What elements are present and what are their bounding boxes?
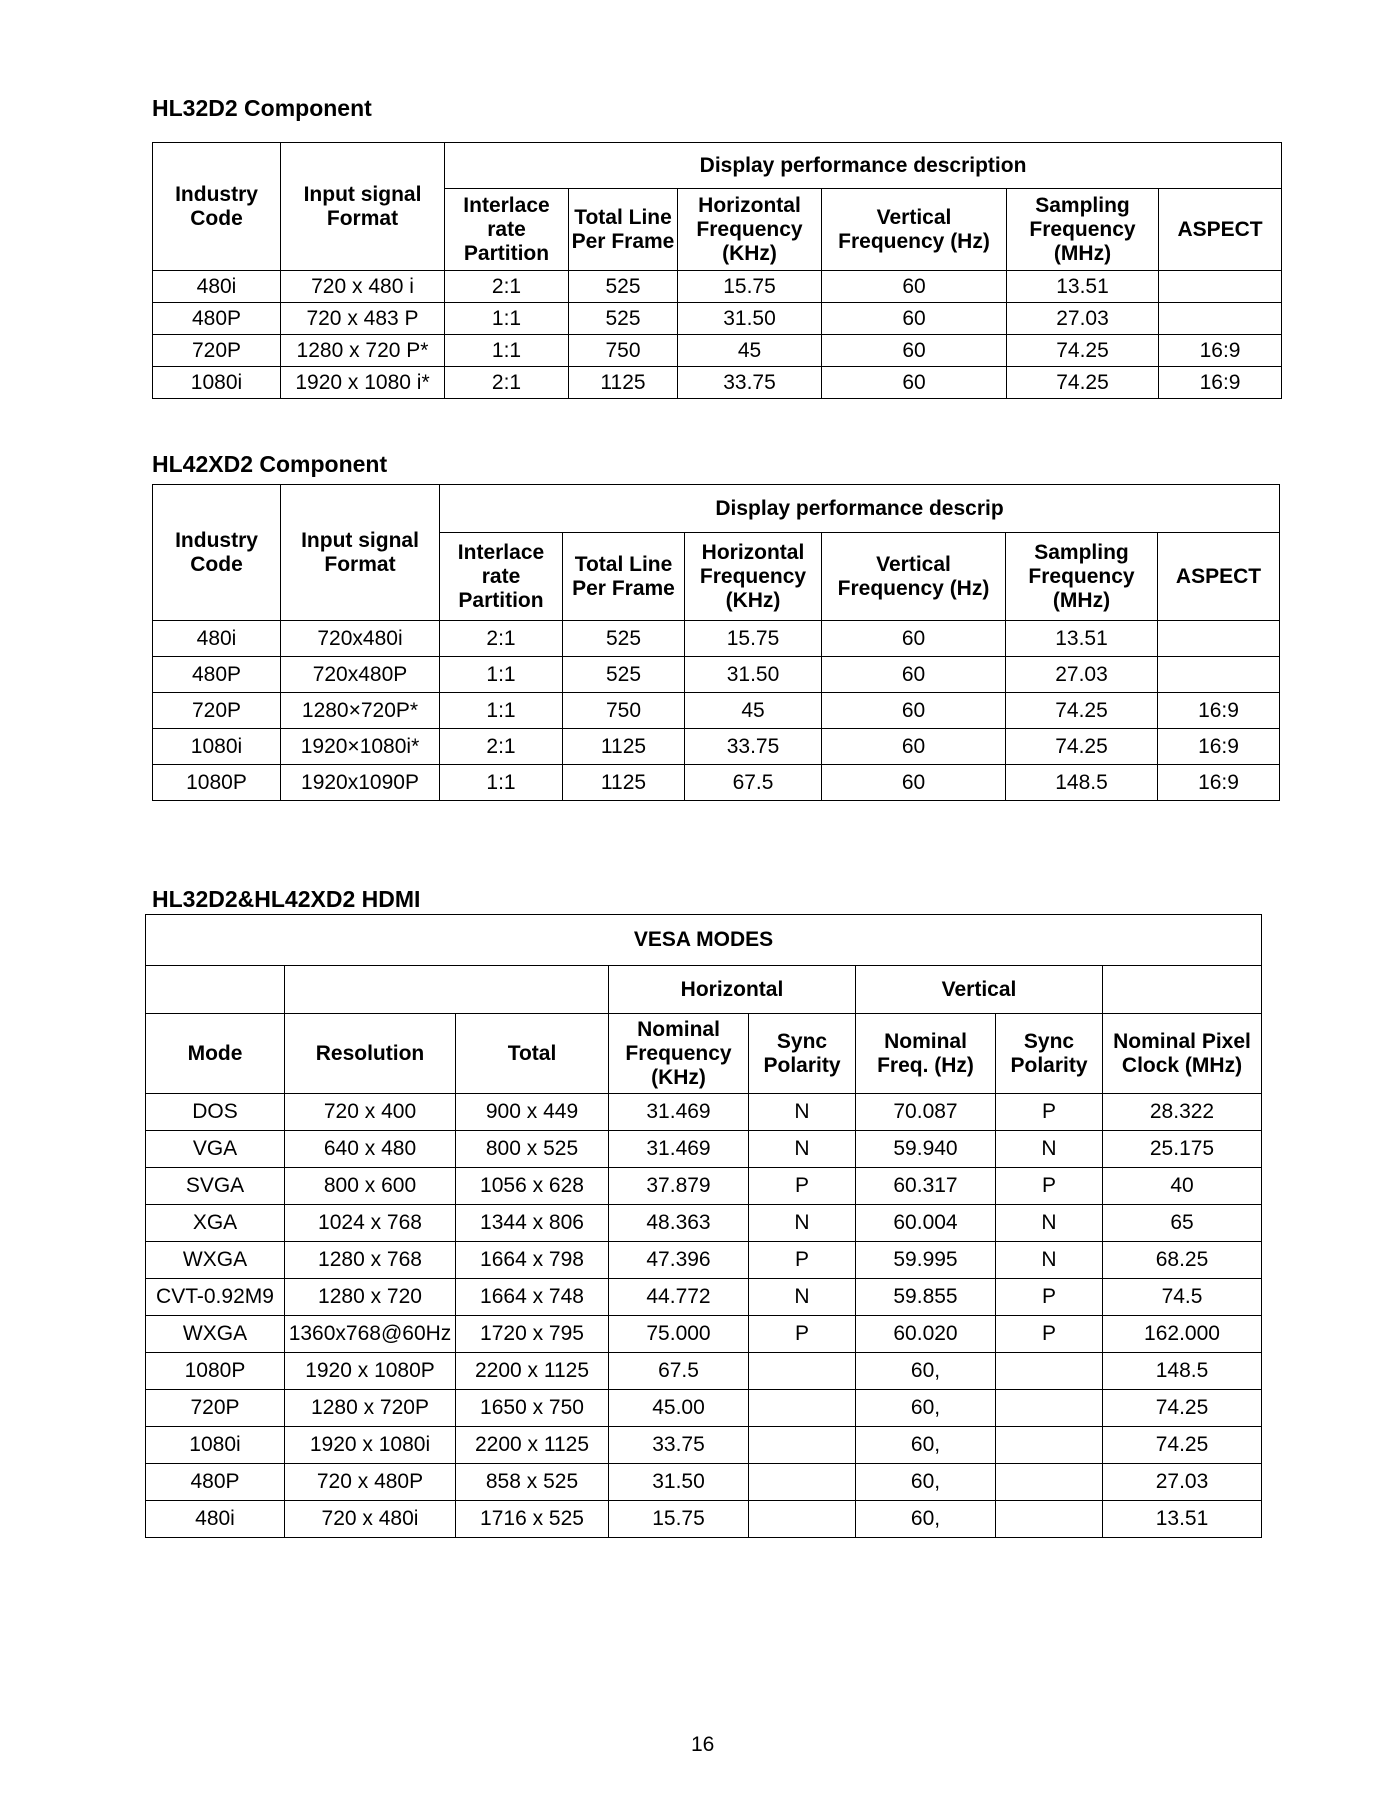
- table-row: [153, 335, 1282, 367]
- table-cell: 40: [1103, 1168, 1262, 1205]
- header-interlace: Interlace rate Partition: [440, 533, 563, 621]
- table-cell: 13.51: [1103, 1501, 1262, 1538]
- table-row: [153, 271, 1282, 303]
- header-h-sync-polarity: Sync Polarity: [749, 1014, 856, 1094]
- table-cell: 60,: [856, 1464, 996, 1501]
- table-cell: 31.469: [609, 1131, 749, 1168]
- table-cell: 1125: [563, 729, 685, 765]
- table-cell: 60: [822, 271, 1007, 303]
- table-cell: 1:1: [445, 303, 569, 335]
- table-cell: 15.75: [678, 271, 822, 303]
- table-cell: 720 x 480i: [285, 1501, 456, 1538]
- table-cell: 1664 x 798: [456, 1242, 609, 1279]
- table-cell: 1024 x 768: [285, 1205, 456, 1242]
- table-cell: DOS: [146, 1094, 285, 1131]
- table-cell: 28.322: [1103, 1094, 1262, 1131]
- table-cell: 720 x 400: [285, 1094, 456, 1131]
- table-cell: 1280 x 768: [285, 1242, 456, 1279]
- section-title-hl32d2-component: HL32D2 Component: [152, 95, 372, 121]
- table-cell: 1080P: [146, 1353, 285, 1390]
- table-row: [153, 367, 1282, 399]
- table-cell: 2:1: [440, 729, 563, 765]
- table-cell: 720x480i: [281, 621, 440, 657]
- table-cell: [749, 1501, 856, 1538]
- table-cell: 59.940: [856, 1131, 996, 1168]
- table-cell: 31.50: [685, 657, 822, 693]
- table-cell: 60,: [856, 1353, 996, 1390]
- table-cell: 720x480P: [281, 657, 440, 693]
- table-cell: 720P: [153, 693, 281, 729]
- header-blank-mode: [146, 966, 285, 1014]
- header-industry-code: Industry Code: [153, 485, 281, 621]
- table-cell: 1080i: [146, 1427, 285, 1464]
- table-cell: P: [749, 1168, 856, 1205]
- table-cell: 60: [822, 765, 1006, 801]
- table-cell: 1:1: [445, 335, 569, 367]
- table-cell: 60: [822, 621, 1006, 657]
- table-cell: 1716 x 525: [456, 1501, 609, 1538]
- table-cell: [996, 1390, 1103, 1427]
- table-cell: 2:1: [440, 621, 563, 657]
- header-industry-code: Industry Code: [153, 143, 281, 271]
- table-row: [146, 1390, 1262, 1427]
- table-cell: 44.772: [609, 1279, 749, 1316]
- table-cell: 148.5: [1006, 765, 1158, 801]
- table-cell: 74.25: [1007, 367, 1159, 399]
- table-cell: [749, 1464, 856, 1501]
- table-cell: N: [996, 1205, 1103, 1242]
- table-cell: 65: [1103, 1205, 1262, 1242]
- table-cell: 60.317: [856, 1168, 996, 1205]
- table-cell: 33.75: [685, 729, 822, 765]
- table-cell: 37.879: [609, 1168, 749, 1205]
- header-total-line: Total Line Per Frame: [569, 189, 678, 271]
- table-cell: 1360x768@60Hz: [285, 1316, 456, 1353]
- table-cell: 48.363: [609, 1205, 749, 1242]
- table-cell: P: [749, 1316, 856, 1353]
- table-cell: 13.51: [1007, 271, 1159, 303]
- table-cell: 640 x 480: [285, 1131, 456, 1168]
- table-cell: N: [996, 1242, 1103, 1279]
- table-cell: 1125: [569, 367, 678, 399]
- table-cell: 1080i: [153, 729, 281, 765]
- table-row: [146, 1168, 1262, 1205]
- table-cell: [996, 1353, 1103, 1390]
- table-cell: 480P: [153, 303, 281, 335]
- table-cell: 525: [563, 621, 685, 657]
- table-cell: 1920 x 1080P: [285, 1353, 456, 1390]
- table-cell: 1080i: [153, 367, 281, 399]
- header-aspect: ASPECT: [1159, 189, 1282, 271]
- table-cell: 480i: [146, 1501, 285, 1538]
- table-cell: 16:9: [1158, 765, 1280, 801]
- table-row: [146, 1316, 1262, 1353]
- table-row: [146, 1094, 1262, 1131]
- header-vertical-frequency: Vertical Frequency (Hz): [822, 189, 1007, 271]
- header-h-nominal-frequency: Nominal Frequency (KHz): [609, 1014, 749, 1094]
- header-v-nominal-frequency: Nominal Freq. (Hz): [856, 1014, 996, 1094]
- table-cell: 900 x 449: [456, 1094, 609, 1131]
- hdmi-vesa-modes-table: [145, 914, 1262, 1538]
- table-cell: 27.03: [1103, 1464, 1262, 1501]
- table-cell: 31.469: [609, 1094, 749, 1131]
- table-cell: 31.50: [609, 1464, 749, 1501]
- header-interlace: Interlace rate Partition: [445, 189, 569, 271]
- header-blank-pixel-clock: [1103, 966, 1262, 1014]
- hl42xd2-component-table: [152, 484, 1280, 801]
- page-number: 16: [691, 1733, 715, 1756]
- table-cell: 25.175: [1103, 1131, 1262, 1168]
- table-cell: 750: [569, 335, 678, 367]
- table-cell: 1920×1080i*: [281, 729, 440, 765]
- table-cell: 148.5: [1103, 1353, 1262, 1390]
- table-row: [146, 1353, 1262, 1390]
- table-cell: 47.396: [609, 1242, 749, 1279]
- table-cell: 74.25: [1007, 335, 1159, 367]
- table-cell: WXGA: [146, 1242, 285, 1279]
- table-cell: SVGA: [146, 1168, 285, 1205]
- table-cell: 60: [822, 693, 1006, 729]
- table-cell: 15.75: [609, 1501, 749, 1538]
- header-aspect: ASPECT: [1158, 533, 1280, 621]
- table-cell: 16:9: [1159, 367, 1282, 399]
- table-cell: 1720 x 795: [456, 1316, 609, 1353]
- table-cell: [996, 1427, 1103, 1464]
- table-row: [153, 765, 1280, 801]
- table-cell: 2:1: [445, 271, 569, 303]
- table-cell: 720P: [146, 1390, 285, 1427]
- header-pixel-clock: Nominal Pixel Clock (MHz): [1103, 1014, 1262, 1094]
- table-cell: 800 x 525: [456, 1131, 609, 1168]
- table-cell: 162.000: [1103, 1316, 1262, 1353]
- table-cell: 720P: [153, 335, 281, 367]
- table-cell: P: [996, 1094, 1103, 1131]
- table-cell: 1344 x 806: [456, 1205, 609, 1242]
- table-cell: 27.03: [1007, 303, 1159, 335]
- header-blank-resolution-total: [285, 966, 609, 1014]
- table-row: [153, 621, 1280, 657]
- table-row: [146, 1501, 1262, 1538]
- table-row: [153, 729, 1280, 765]
- table-cell: 70.087: [856, 1094, 996, 1131]
- table-cell: P: [749, 1242, 856, 1279]
- table-cell: 1920 x 1080i: [285, 1427, 456, 1464]
- table-row: [146, 1131, 1262, 1168]
- table-cell: 1280 x 720: [285, 1279, 456, 1316]
- table-row: [146, 1427, 1262, 1464]
- table-cell: [1159, 271, 1282, 303]
- header-v-sync-polarity: Sync Polarity: [996, 1014, 1103, 1094]
- header-display-performance: Display performance descrip: [440, 485, 1280, 533]
- table-cell: 750: [563, 693, 685, 729]
- table-cell: 480i: [153, 621, 281, 657]
- section-title-hl42xd2-component: HL42XD2 Component: [152, 451, 388, 477]
- header-sampling-frequency: Sampling Frequency (MHz): [1007, 189, 1159, 271]
- table-cell: [749, 1390, 856, 1427]
- table-cell: 720 x 480 i: [281, 271, 445, 303]
- table-cell: [1158, 621, 1280, 657]
- table-cell: 75.000: [609, 1316, 749, 1353]
- table-cell: [996, 1464, 1103, 1501]
- table-cell: 1650 x 750: [456, 1390, 609, 1427]
- table-cell: 74.25: [1006, 729, 1158, 765]
- header-sampling-frequency: Sampling Frequency (MHz): [1006, 533, 1158, 621]
- table-cell: 1280×720P*: [281, 693, 440, 729]
- table-cell: 480P: [146, 1464, 285, 1501]
- header-total-line: Total Line Per Frame: [563, 533, 685, 621]
- table-row: [146, 1464, 1262, 1501]
- table-cell: N: [749, 1094, 856, 1131]
- table-cell: P: [996, 1168, 1103, 1205]
- table-cell: 720 x 483 P: [281, 303, 445, 335]
- table-cell: 60.020: [856, 1316, 996, 1353]
- table-cell: 1920x1090P: [281, 765, 440, 801]
- hl32d2-component-table: [152, 142, 1282, 399]
- header-vertical-frequency: Vertical Frequency (Hz): [822, 533, 1006, 621]
- table-cell: 27.03: [1006, 657, 1158, 693]
- table-cell: 1920 x 1080 i*: [281, 367, 445, 399]
- table-cell: 1:1: [440, 765, 563, 801]
- table-cell: 858 x 525: [456, 1464, 609, 1501]
- table-cell: 1664 x 748: [456, 1279, 609, 1316]
- table-cell: 1:1: [440, 657, 563, 693]
- table-cell: 74.25: [1103, 1390, 1262, 1427]
- table-cell: 74.25: [1006, 693, 1158, 729]
- table-cell: P: [996, 1316, 1103, 1353]
- table-cell: 59.855: [856, 1279, 996, 1316]
- table-cell: CVT-0.92M9: [146, 1279, 285, 1316]
- table-cell: [996, 1501, 1103, 1538]
- table-cell: VGA: [146, 1131, 285, 1168]
- table-cell: 2:1: [445, 367, 569, 399]
- table-cell: 60,: [856, 1501, 996, 1538]
- table-cell: [749, 1353, 856, 1390]
- table-cell: 13.51: [1006, 621, 1158, 657]
- table-cell: 800 x 600: [285, 1168, 456, 1205]
- table-row: [153, 303, 1282, 335]
- header-vertical-group: Vertical: [856, 966, 1103, 1014]
- header-resolution: Resolution: [285, 1014, 456, 1094]
- table-cell: 74.5: [1103, 1279, 1262, 1316]
- table-cell: 60.004: [856, 1205, 996, 1242]
- table-cell: 2200 x 1125: [456, 1353, 609, 1390]
- table-cell: 1280 x 720P: [285, 1390, 456, 1427]
- table-cell: 60,: [856, 1390, 996, 1427]
- table-cell: 525: [569, 271, 678, 303]
- header-horizontal-frequency: Horizontal Frequency (KHz): [685, 533, 822, 621]
- table-row: [153, 693, 1280, 729]
- table-cell: 16:9: [1158, 693, 1280, 729]
- table-cell: [1158, 657, 1280, 693]
- table-cell: 60,: [856, 1427, 996, 1464]
- table-cell: N: [749, 1205, 856, 1242]
- table-cell: 480i: [153, 271, 281, 303]
- table-cell: N: [749, 1279, 856, 1316]
- table-cell: 60: [822, 303, 1007, 335]
- table-cell: 525: [563, 657, 685, 693]
- table-cell: 45.00: [609, 1390, 749, 1427]
- header-input-signal-format: Input signal Format: [281, 143, 445, 271]
- table-cell: 1:1: [440, 693, 563, 729]
- table-cell: 720 x 480P: [285, 1464, 456, 1501]
- table-cell: P: [996, 1279, 1103, 1316]
- table-cell: 60: [822, 657, 1006, 693]
- table-cell: 45: [678, 335, 822, 367]
- table-cell: 45: [685, 693, 822, 729]
- header-horizontal-group: Horizontal: [609, 966, 856, 1014]
- table-cell: 16:9: [1158, 729, 1280, 765]
- table-cell: 16:9: [1159, 335, 1282, 367]
- table-row: [153, 657, 1280, 693]
- table-cell: 33.75: [678, 367, 822, 399]
- header-vesa-modes: VESA MODES: [146, 915, 1262, 966]
- table-row: [146, 1205, 1262, 1242]
- table-cell: 480P: [153, 657, 281, 693]
- table-cell: [749, 1427, 856, 1464]
- table-cell: N: [749, 1131, 856, 1168]
- table-cell: 59.995: [856, 1242, 996, 1279]
- table-cell: WXGA: [146, 1316, 285, 1353]
- table-cell: 31.50: [678, 303, 822, 335]
- header-horizontal-frequency: Horizontal Frequency (KHz): [678, 189, 822, 271]
- table-cell: 67.5: [609, 1353, 749, 1390]
- header-input-signal-format: Input signal Format: [281, 485, 440, 621]
- table-cell: 525: [569, 303, 678, 335]
- table-cell: 60: [822, 367, 1007, 399]
- table-cell: 1125: [563, 765, 685, 801]
- table-cell: N: [996, 1131, 1103, 1168]
- table-row: [146, 1242, 1262, 1279]
- section-title-hdmi: HL32D2&HL42XD2 HDMI: [152, 886, 421, 912]
- table-cell: 2200 x 1125: [456, 1427, 609, 1464]
- table-cell: [1159, 303, 1282, 335]
- table-cell: 74.25: [1103, 1427, 1262, 1464]
- table-cell: 33.75: [609, 1427, 749, 1464]
- table-cell: 60: [822, 729, 1006, 765]
- table-cell: 60: [822, 335, 1007, 367]
- table-cell: 68.25: [1103, 1242, 1262, 1279]
- table-cell: 15.75: [685, 621, 822, 657]
- header-total: Total: [456, 1014, 609, 1094]
- table-cell: 1280 x 720 P*: [281, 335, 445, 367]
- header-display-performance: Display performance description: [445, 143, 1282, 189]
- table-cell: 67.5: [685, 765, 822, 801]
- table-cell: XGA: [146, 1205, 285, 1242]
- table-row: [146, 1279, 1262, 1316]
- table-cell: 1080P: [153, 765, 281, 801]
- header-mode: Mode: [146, 1014, 285, 1094]
- table-cell: 1056 x 628: [456, 1168, 609, 1205]
